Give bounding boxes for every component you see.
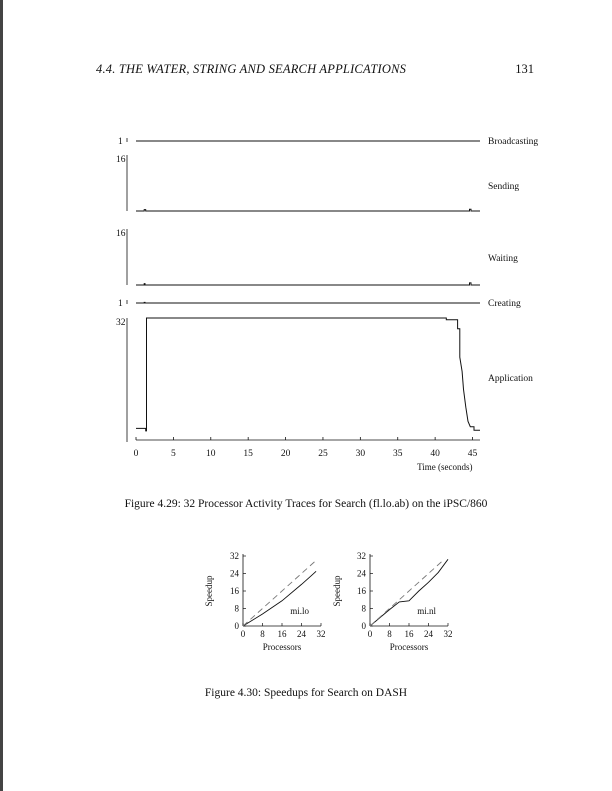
panel-label-application: Application xyxy=(488,374,533,384)
trace-line-creating xyxy=(136,302,480,303)
time-tick-label: 5 xyxy=(171,449,176,459)
time-tick-label: 40 xyxy=(430,449,440,459)
speedup-y-label: Speedup xyxy=(332,575,342,607)
speedup-y-tick-label: 16 xyxy=(357,586,366,596)
panel-label-sending: Sending xyxy=(488,182,520,192)
figure-430-caption: Figure 4.30: Speedups for Search on DASH xyxy=(204,687,408,699)
speedup-y-tick-label: 16 xyxy=(230,586,239,596)
speedup-series-ideal xyxy=(370,560,443,626)
speedup-x-label: Processors xyxy=(389,642,429,652)
time-tick-label: 10 xyxy=(206,449,216,459)
speedup-x-tick-label: 24 xyxy=(297,629,306,639)
speedup-y-tick-label: 24 xyxy=(357,568,366,579)
running-header: 4.4. THE WATER, STRING AND SEARCH APPLICATIONS xyxy=(96,62,407,76)
panel-label-creating: Creating xyxy=(488,299,521,309)
speedup-series-measured xyxy=(243,571,316,626)
figure-429-caption: Figure 4.29: 32 Processor Activity Traces for Search (fl.lo.ab) on the iPSC/860 xyxy=(124,498,488,510)
trace-line-application xyxy=(136,318,480,431)
time-tick-label: 20 xyxy=(280,449,291,459)
panel-ymax-label: 1 xyxy=(118,137,123,147)
panel-label-waiting: Waiting xyxy=(488,254,518,264)
speedup-x-tick-label: 32 xyxy=(316,629,326,639)
time-tick-label: 45 xyxy=(467,449,478,459)
speedup-y-label: Speedup xyxy=(204,575,214,607)
speedup-plot-title: mi.nl xyxy=(417,606,436,616)
speedup-y-tick-label: 0 xyxy=(234,621,239,631)
time-tick-label: 0 xyxy=(133,449,139,459)
speedup-x-tick-label: 8 xyxy=(387,629,392,639)
speedup-y-tick-label: 0 xyxy=(361,621,366,631)
speedup-y-tick-label: 32 xyxy=(357,551,366,561)
speedup-x-tick-label: 0 xyxy=(367,629,373,639)
speedup-y-tick-label: 8 xyxy=(234,603,239,614)
trace-line-waiting xyxy=(136,283,480,285)
time-tick-label: 30 xyxy=(355,449,366,459)
panel-ymax-label: 32 xyxy=(116,318,126,328)
time-axis-label: Time (seconds) xyxy=(417,462,473,472)
speedup-x-tick-label: 16 xyxy=(277,629,287,639)
speedup-x-label: Processors xyxy=(262,642,302,652)
panel-ymax-label: 16 xyxy=(116,155,126,165)
panel-ymax-label: 16 xyxy=(116,229,126,239)
panel-label-broadcasting: Broadcasting xyxy=(488,137,539,147)
speedup-series-ideal xyxy=(243,560,316,626)
panel-ymax-label: 1 xyxy=(118,299,123,309)
speedup-y-tick-label: 32 xyxy=(230,551,239,561)
page-number: 131 xyxy=(515,62,534,76)
time-tick-label: 25 xyxy=(318,449,328,459)
time-tick-label: 35 xyxy=(392,449,403,459)
speedup-y-tick-label: 24 xyxy=(230,568,239,579)
speedup-x-tick-label: 8 xyxy=(260,629,265,639)
speedup-y-tick-label: 8 xyxy=(361,603,366,614)
speedup-plot-title: mi.lo xyxy=(290,606,309,616)
speedup-x-tick-label: 32 xyxy=(443,629,453,639)
time-tick-label: 15 xyxy=(243,449,253,459)
speedup-x-tick-label: 16 xyxy=(404,629,414,639)
trace-line-sending xyxy=(136,209,480,211)
speedup-x-tick-label: 24 xyxy=(424,629,433,639)
speedup-x-tick-label: 0 xyxy=(240,629,246,639)
